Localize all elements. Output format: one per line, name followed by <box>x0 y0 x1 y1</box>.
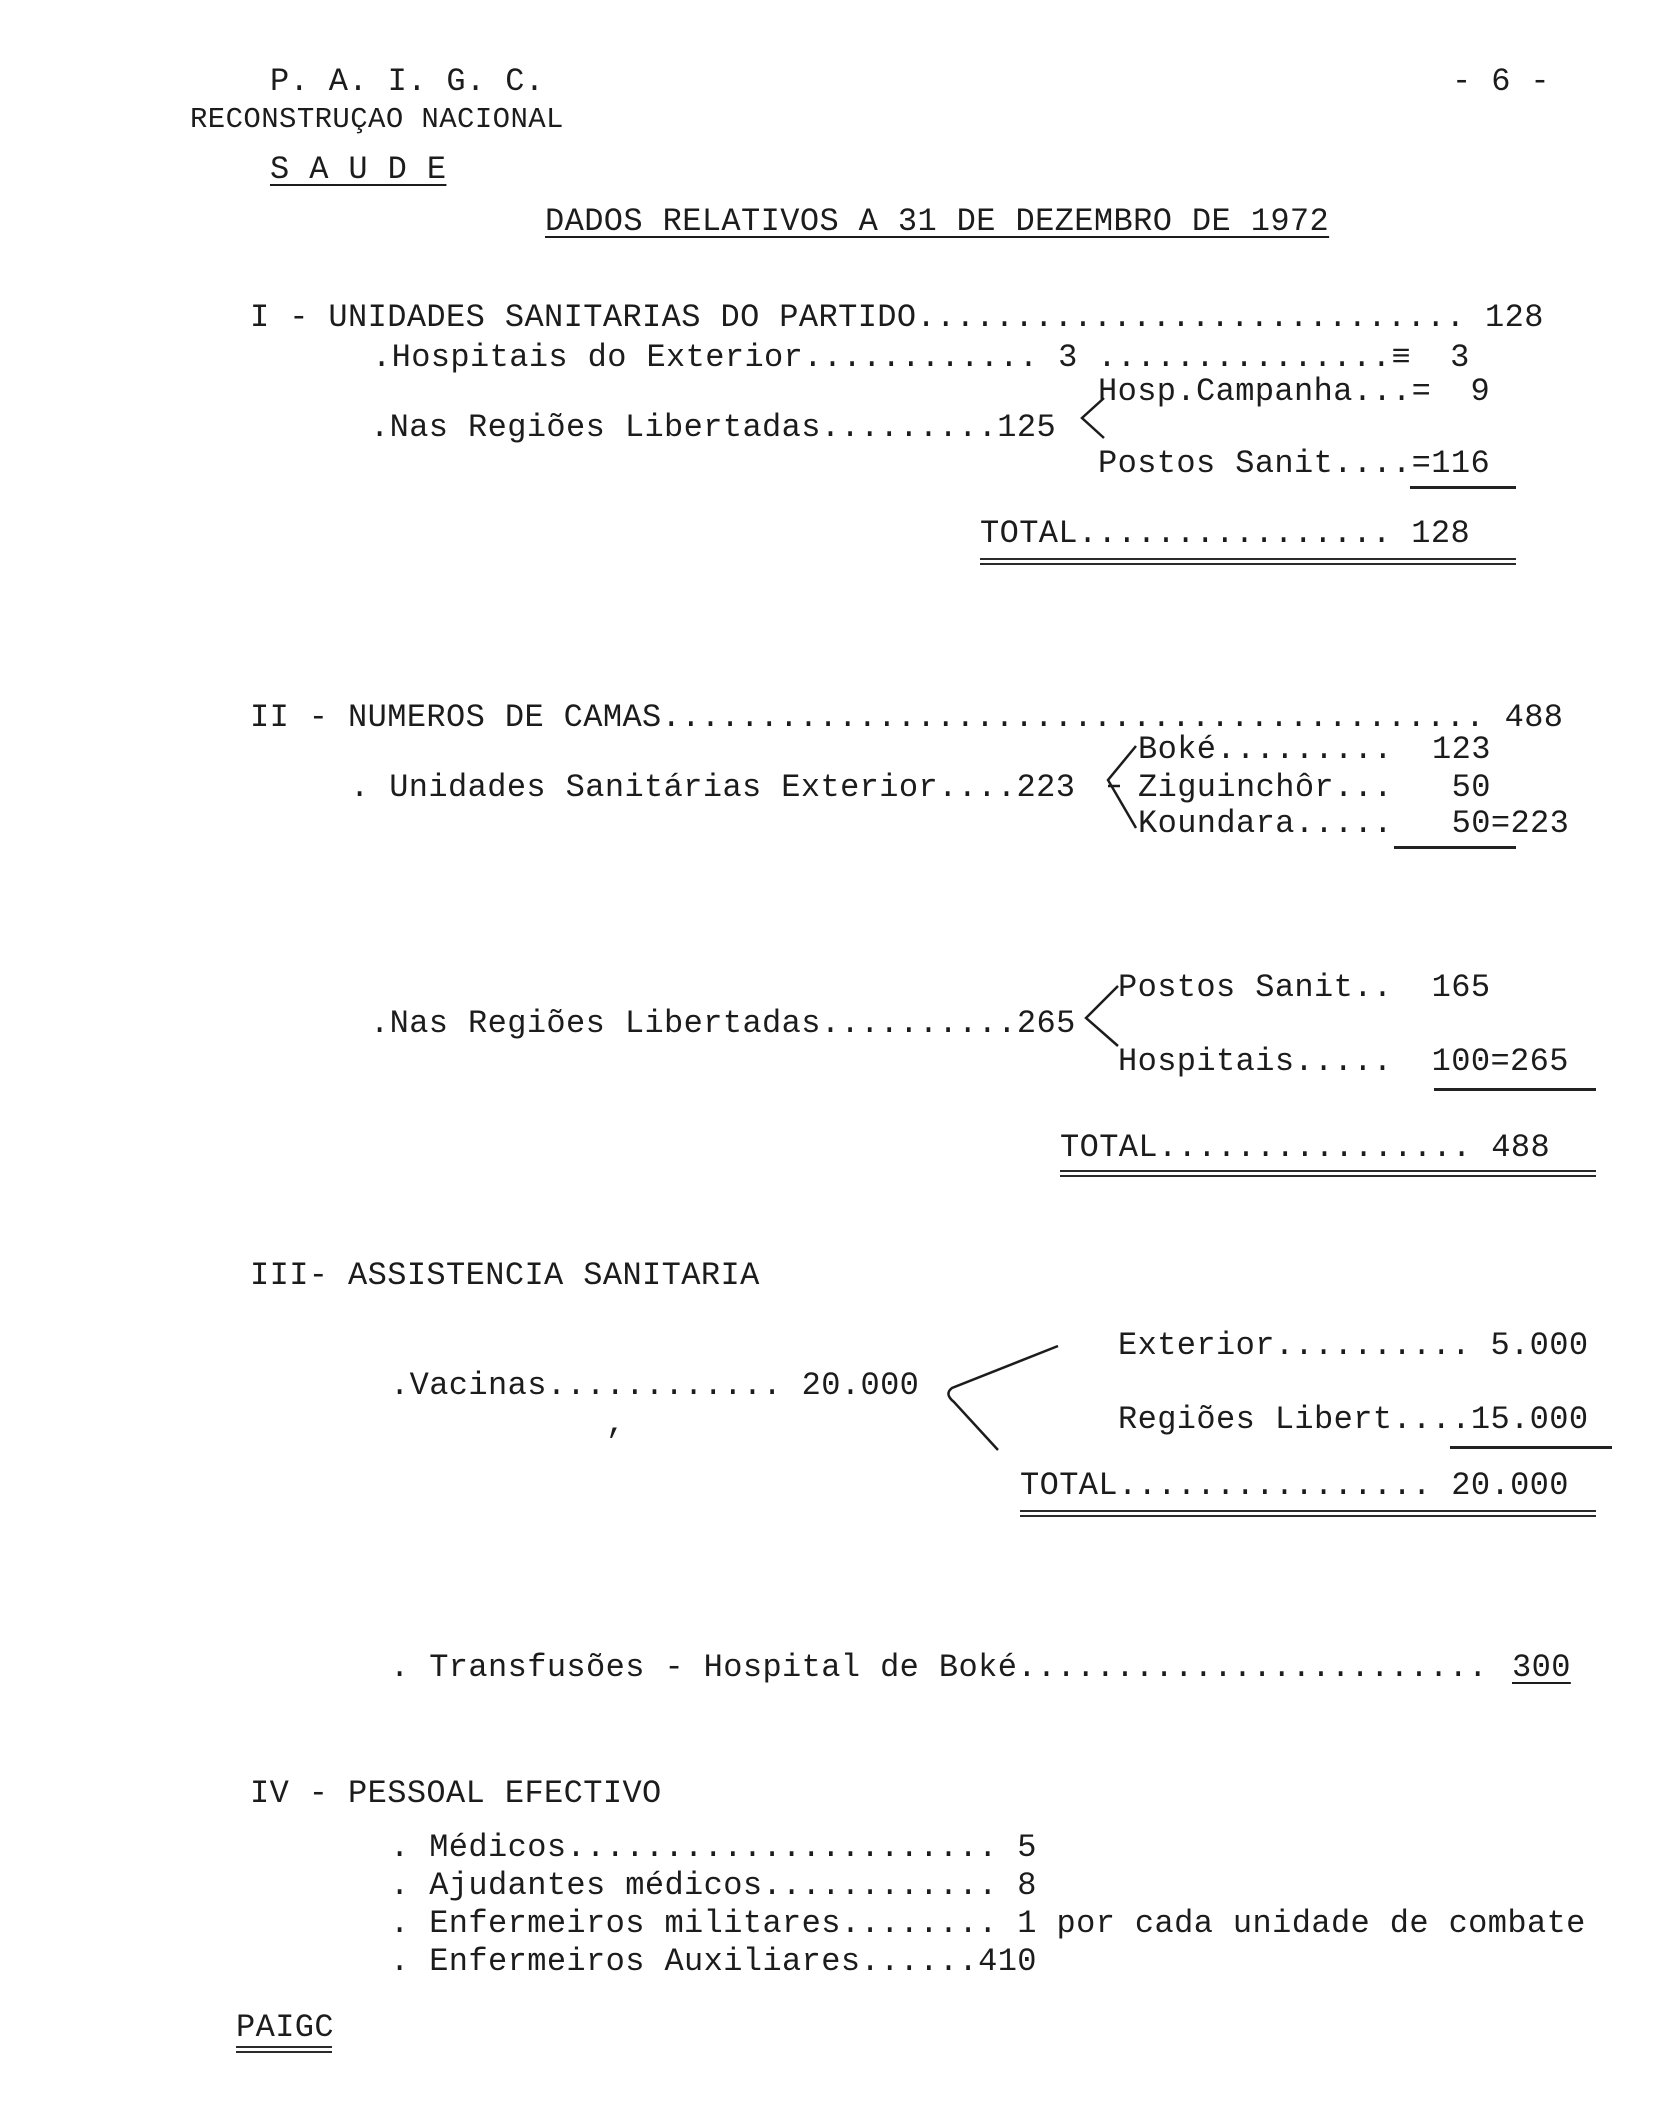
section2-exterior-rule <box>1394 846 1516 849</box>
footer-signature: PAIGC <box>236 2009 335 2046</box>
section2-regioes: .Nas Regiões Libertadas..........265 <box>370 1005 1076 1042</box>
section3-total: TOTAL................ 20.000 <box>1020 1467 1569 1504</box>
section3-comma: , <box>606 1405 626 1442</box>
page-number: - 6 - <box>1452 63 1551 100</box>
section2-postos: Postos Sanit.. 165 <box>1118 969 1491 1006</box>
section1-subtotal-rule <box>1410 486 1516 489</box>
section-title: S A U D E <box>270 151 447 188</box>
section4-item: . Enfermeiros militares........ 1 por cada unidade de combate <box>390 1905 1586 1942</box>
section2-ziguinchor: Ziguinchôr... 50 <box>1138 769 1491 806</box>
section2-exterior: . Unidades Sanitárias Exterior....223 <box>350 769 1076 806</box>
section1-postos: Postos Sanit....=116 <box>1098 445 1491 482</box>
section4-item: . Enfermeiros Auxiliares......410 <box>390 1943 1037 1980</box>
section2-total: TOTAL................ 488 <box>1060 1129 1551 1166</box>
section3-bracket <box>940 1344 1060 1454</box>
document-title: DADOS RELATIVOS A 31 DE DEZEMBRO DE 1972 <box>545 203 1330 240</box>
section3-transfusoes: . Transfusões - Hospital de Boké........................ <box>390 1649 1488 1686</box>
section2-total-rule <box>1060 1170 1596 1177</box>
section3-vacinas: .Vacinas............ 20.000 <box>390 1367 920 1404</box>
footer-signature-rule <box>236 2046 332 2053</box>
section2-koundara: Koundara..... 50=223 <box>1138 805 1570 842</box>
section2-hospitais: Hospitais..... 100=265 <box>1118 1043 1569 1080</box>
section1-hosp-exterior: .Hospitais do Exterior............ 3 ...............≡ 3 <box>372 339 1470 376</box>
section1-total: TOTAL................ 128 <box>980 515 1471 552</box>
section2-regioes-rule <box>1434 1088 1596 1091</box>
section4-item: . Ajudantes médicos............ 8 <box>390 1867 1037 1904</box>
department-name: RECONSTRUÇAO NACIONAL <box>190 103 564 136</box>
section3-regioes: Regiões Libert....15.000 <box>1118 1401 1589 1438</box>
section3-transfusoes-value: 300 <box>1512 1649 1571 1686</box>
section2-exterior-bracket <box>1098 744 1138 832</box>
section2-regioes-bracket <box>1080 984 1120 1048</box>
section3-regioes-rule <box>1450 1446 1612 1449</box>
section3-exterior: Exterior.......... 5.000 <box>1118 1327 1589 1364</box>
section3-heading: III- ASSISTENCIA SANITARIA <box>250 1257 760 1294</box>
section3-total-rule <box>1020 1510 1596 1517</box>
section4-heading: IV - PESSOAL EFECTIVO <box>250 1775 662 1812</box>
section1-total-rule <box>980 558 1516 565</box>
section1-bracket <box>1078 396 1106 442</box>
section2-boke: Boké......... 123 <box>1138 731 1491 768</box>
section2-heading: II - NUMEROS DE CAMAS.......................................... 488 <box>250 699 1564 736</box>
section1-heading: I - UNIDADES SANITARIAS DO PARTIDO............................ 128 <box>250 299 1544 336</box>
section1-regioes: .Nas Regiões Libertadas.........125 <box>370 409 1057 446</box>
section4-item: . Médicos...................... 5 <box>390 1829 1037 1866</box>
section1-hosp-campanha: Hosp.Campanha...= 9 <box>1098 373 1491 410</box>
org-name: P. A. I. G. C. <box>270 63 545 100</box>
